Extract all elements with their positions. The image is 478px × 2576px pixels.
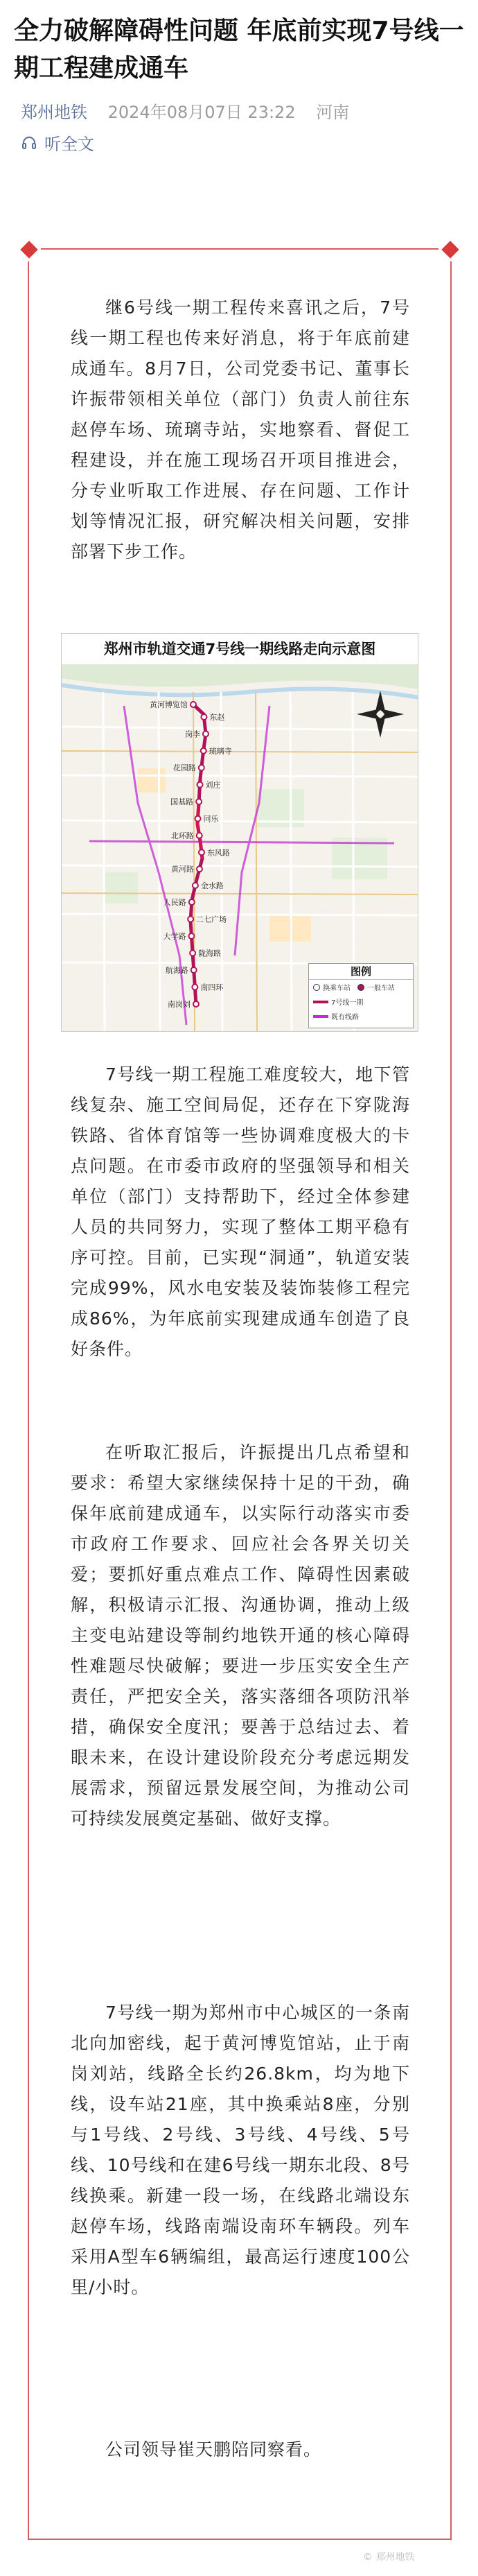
publish-location: 河南 [316,103,350,122]
legend-label: 换乘车站 [323,985,351,992]
station-label: 二七广场 [196,915,227,924]
station-marker [196,799,202,804]
paragraph-requirements: 在听取汇报后，许振提出几点希望和要求：希望大家继续保持十足的干劲，确保年底前建成通车，以实际行动落实市委市政府工作要求、回应社会各界关切关爱；要抓好重点难点工作、障碍性因素破解，积极请示汇报、沟通协调，推动上级主变电站建设等制约地铁开通的核心障碍性难题尽快破解；要进一步压实安全生产责任，严把安全关，落实落细各项防汛举措，确保安全度汛；要善于总结过去、着眼未来，在设计建设阶段充分考虑远期发展需求，预留远景发展空间，为推动公司可持续发展奠定基础、做好支撑。 [71,1442,410,1829]
station-label: 黄河博览馆 [150,700,188,709]
legend-item [309,994,413,1009]
account-name-link[interactable]: 郑州地铁 [21,103,87,122]
legend-label: 既有线路 [331,1014,359,1021]
station-marker [199,849,204,855]
map-title: 郑州市轨道交通7号线一期线路走向示意图 [62,634,418,665]
station-marker [197,782,203,788]
station-marker [188,916,193,922]
article-meta [21,98,349,123]
station-label: 航海路 [165,965,188,975]
station-label: 南岗刘 [168,1000,191,1009]
station-label: 金水路 [200,881,224,891]
station-label: 黄河路 [170,865,194,874]
station-marker [195,816,200,822]
paragraph-progress: 7号线一期工程施工难度较大，地下管线复杂、施工空间局促，还存在下穿陇海铁路、省体育馆等一些协调难度极大的卡点问题。在市委市政府的坚强领导和相关单位（部门）支持帮助下，经过全体参建人员的共同努力，实现了整体工期平稳有序可控。目前，已实现“洞通”，轨道安装完成99%，风水电安装及装饰装修工程完成86%，为年底前实现建成通车创造了良好条件。 [71,1064,410,1359]
legend-label: 一般车站 [367,985,395,992]
paragraph-line-overview: 7号线一期为郑州市中心城区的一条南北向加密线，起于黄河博览馆站，止于南岗刘站，线路全长约26.8km，均为地下线，设车站21座，其中换乘站8座，分别与1号线、2号线、3号线、4号线、5号线、10号线和在建6号线一期东北段、8号线换乘。新建一段一场，在线路北端设东赵停车场，线路南端设南环车辆段。列车采用A型车6辆编组，最高运行速度100公里/小时。 [71,2003,410,2297]
station-label: 国基路 [170,797,194,807]
article-title: 全力破解障碍性问题 年底前实现7号线一期工程建成通车 [14,17,464,83]
station-marker [189,899,195,905]
station-marker [191,967,197,973]
legend-label: 7号线一期 [331,999,364,1007]
station-marker [199,765,204,770]
listen-label: 听全文 [44,135,94,154]
corner-diamond-icon [17,238,41,261]
paragraph-intro: 继6号线一期工程传来喜讯之后，7号线一期工程也传来好消息，将于年底前建成通车。8月7日，公司党委书记、董事长许振带领相关单位（部门）负责人前往东赵停车场、琉璃寺站，实地察看、督促工程建设，并在施工现场召开项目推进会，分专业听取工作进展、存在问题、工作计划等情况汇报，研究解决相关问题，安排部署下步工作。 [71,297,410,562]
article-card [28,248,452,2540]
route-map-figure [61,633,418,1032]
station-marker [193,883,198,888]
legend-title: 图例 [309,964,413,980]
corner-diamond-icon [439,238,462,261]
station-label: 人民路 [163,897,186,907]
station-label: 岗李 [184,729,200,739]
legend-item [309,1009,413,1023]
station-label: 陇海路 [198,949,222,958]
interchange-station-icon [313,984,320,991]
station-marker [201,748,206,754]
station-label: 北环路 [170,831,194,840]
station-label: 琉璃寺 [209,746,232,756]
station-marker [197,866,202,872]
station-marker [201,714,206,720]
station-marker [203,731,209,736]
paragraph-closing: 公司领导崔天鹏陪同察看。 [105,2439,322,2460]
line-swatch-icon [313,1015,328,1018]
station-icon [357,984,364,991]
station-marker [188,933,194,939]
watermark: © 郑州地铁 [363,2552,415,2563]
station-label: 花园路 [172,763,196,773]
headphones-icon [21,135,37,151]
publish-date: 2024年08月07日 23:22 [107,103,296,122]
station-label: 刘庄 [205,780,221,790]
station-label: 东赵 [209,713,225,723]
map-legend [308,963,414,1028]
station-label: 南四环 [200,983,224,992]
station-marker [191,702,196,707]
station-marker [192,985,197,990]
listen-button[interactable] [21,130,94,155]
station-label: 大学路 [163,931,186,941]
station-marker [197,833,202,838]
legend-item [309,980,413,994]
station-label: 同乐 [203,814,219,824]
station-marker [190,950,195,956]
station-label: 东风路 [206,848,230,858]
station-marker [193,1001,199,1007]
line-swatch-icon [313,1001,328,1003]
